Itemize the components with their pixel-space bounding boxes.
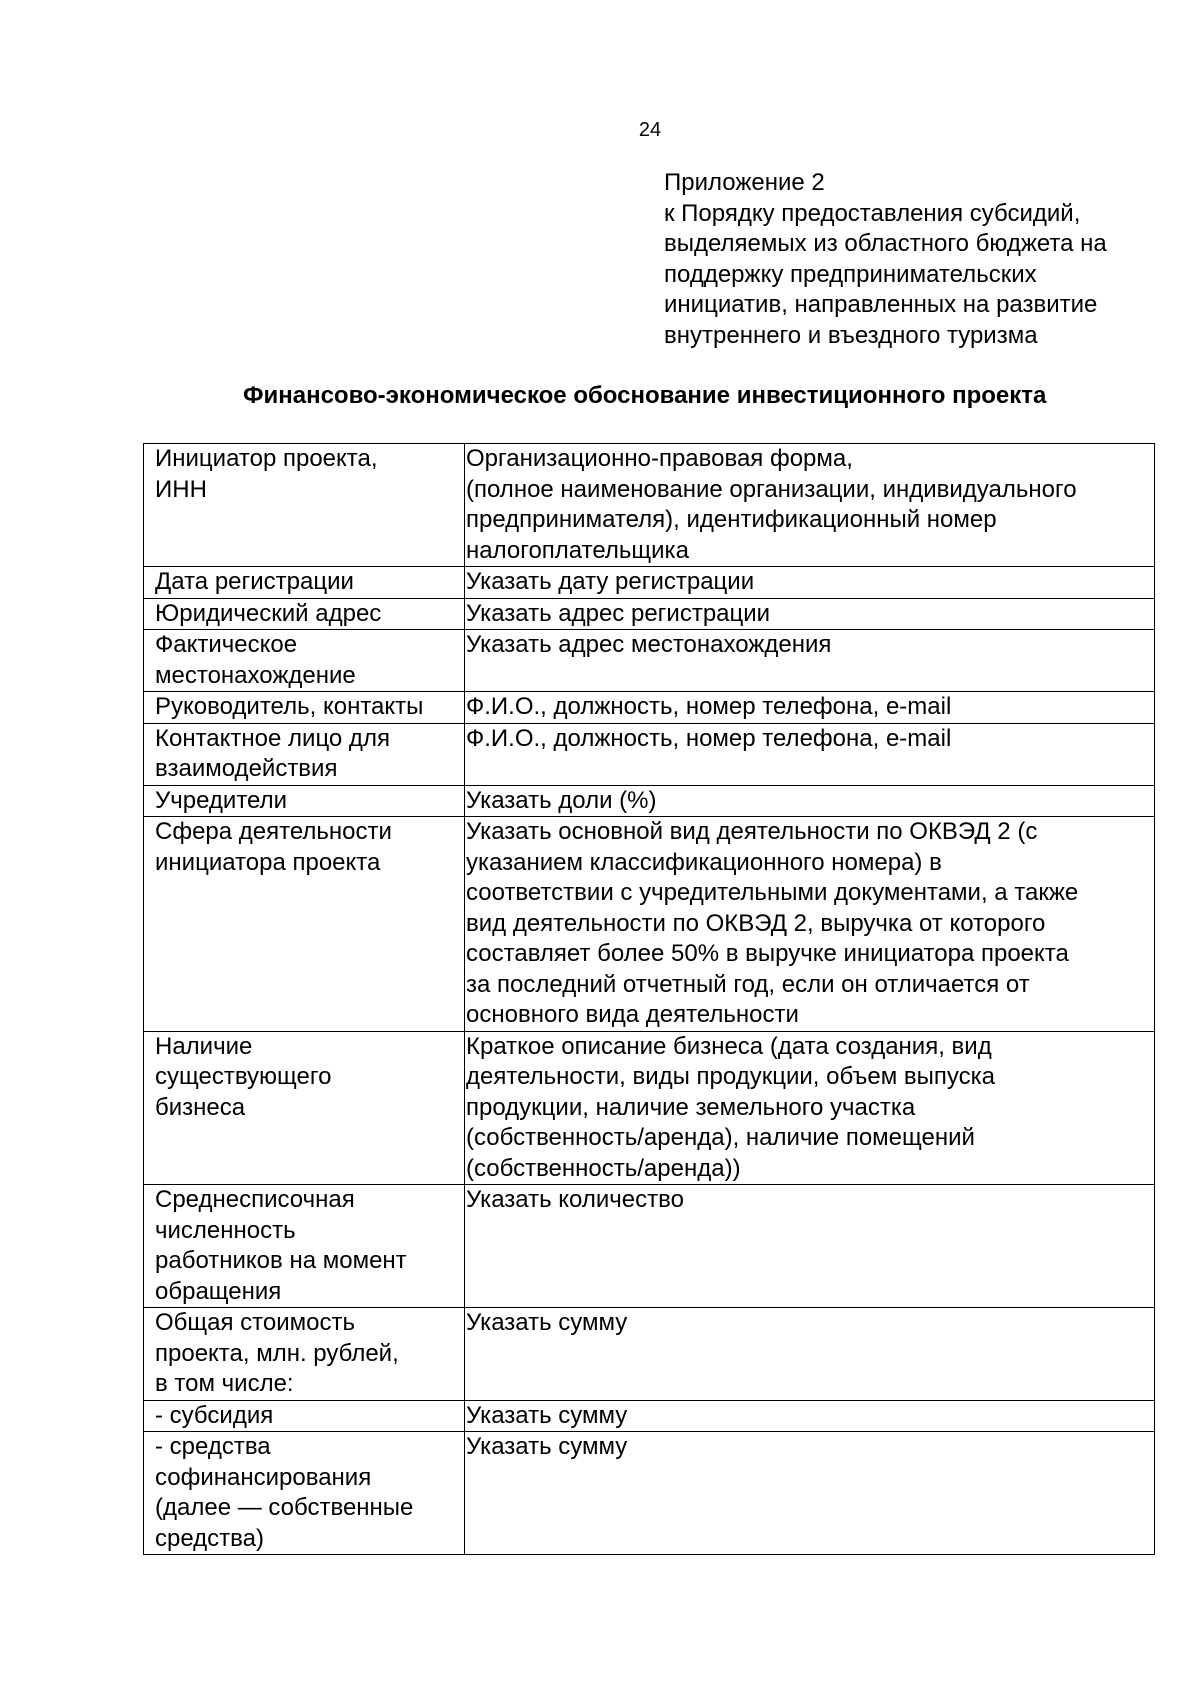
label-line: - субсидия [155, 1401, 274, 1429]
appendix-line: инициатив, направленных на развитие [664, 291, 1098, 318]
table-row [144, 785, 1155, 817]
document-title: Финансово-экономическое обоснование инвестиционного проекта [243, 382, 1047, 409]
label-line: средства) [155, 1524, 264, 1552]
row-label-cell [144, 817, 465, 1032]
value-line: Указать основной вид деятельности по ОКВЭД 2 (с [466, 818, 1038, 845]
row-value-cell [465, 1308, 1155, 1401]
value-line: вид деятельности по ОКВЭД 2, выручка от которого [466, 909, 1046, 937]
label-line: численность [155, 1216, 296, 1244]
value-line: Указать сумму [466, 1401, 628, 1429]
label-line: софинансирования [155, 1463, 372, 1491]
table-row [144, 1031, 1155, 1185]
value-line: соответствии с учредительными документами, а также [466, 879, 1079, 906]
row-value-cell [465, 1031, 1155, 1185]
label-line: взаимодействия [155, 755, 338, 782]
table-row [144, 692, 1155, 724]
table-row [144, 598, 1155, 630]
row-label-cell [144, 1432, 465, 1555]
value-line: предпринимателя), идентификационный номер [466, 506, 997, 533]
value-line: налогоплательщика [466, 536, 689, 564]
label-line: Наличие [155, 1032, 253, 1060]
table-row [144, 567, 1155, 599]
value-line: основного вида деятельности [466, 1001, 799, 1028]
table-row [144, 1400, 1155, 1432]
label-line: ИНН [155, 475, 207, 503]
value-line: Указать адрес регистрации [466, 599, 771, 627]
row-label-cell [144, 567, 465, 599]
label-line: Сфера деятельности [155, 818, 392, 845]
table-row [144, 1308, 1155, 1401]
value-line: деятельности, виды продукции, объем выпуска [466, 1063, 996, 1090]
value-line: Ф.И.О., должность, номер телефона, e-mail [466, 693, 952, 720]
value-line: Указать доли (%) [466, 786, 657, 814]
label-line: инициатора проекта [155, 848, 381, 876]
table-row [144, 723, 1155, 785]
value-line: за последний отчетный год, если он отличается от [466, 970, 1030, 998]
row-label-cell [144, 1308, 465, 1401]
row-label-cell [144, 444, 465, 567]
value-line: Указать сумму [466, 1309, 628, 1336]
label-line: Руководитель, контакты [155, 693, 424, 720]
label-line: существующего [155, 1063, 332, 1090]
row-value-cell [465, 817, 1155, 1032]
row-value-cell [465, 630, 1155, 692]
label-line: Общая стоимость [155, 1309, 355, 1336]
table-row [144, 444, 1155, 567]
row-value-cell [465, 785, 1155, 817]
row-value-cell [465, 598, 1155, 630]
row-value-cell [465, 692, 1155, 724]
row-label-cell [144, 1185, 465, 1308]
row-value-cell [465, 567, 1155, 599]
label-line: Дата регистрации [155, 568, 354, 595]
appendix-line: выделяемых из областного бюджета на [664, 230, 1107, 257]
label-line: (далее — собственные [155, 1494, 414, 1521]
appendix-line: Приложение 2 [664, 169, 825, 196]
label-line: обращения [155, 1277, 282, 1305]
row-value-cell [465, 444, 1155, 567]
row-value-cell [465, 723, 1155, 785]
value-line: (собственность/аренда), наличие помещений [466, 1124, 975, 1151]
row-label-cell [144, 1400, 465, 1432]
label-line: Инициатор проекта, [155, 445, 378, 472]
table-row [144, 817, 1155, 1032]
row-label-cell [144, 692, 465, 724]
label-line: Учредители [155, 786, 288, 814]
label-line: бизнеса [155, 1093, 246, 1121]
value-line: Указать сумму [466, 1433, 628, 1460]
value-line: Организационно-правовая форма, [466, 445, 853, 472]
row-label-cell [144, 1031, 465, 1185]
row-label-cell [144, 630, 465, 692]
value-line: Ф.И.О., должность, номер телефона, e-mail [466, 724, 952, 752]
table-row [144, 630, 1155, 692]
row-label-cell [144, 785, 465, 817]
label-line: в том числе: [155, 1370, 294, 1397]
label-line: местонахождение [155, 661, 356, 689]
label-line: Юридический адрес [155, 599, 382, 627]
value-line: Указать дату регистрации [466, 568, 755, 595]
value-line: указанием классификационного номера) в [466, 848, 942, 876]
value-line: продукции, наличие земельного участка [466, 1093, 916, 1121]
value-line: Указать адрес местонахождения [466, 631, 832, 658]
table-row [144, 1185, 1155, 1308]
table-row [144, 1432, 1155, 1555]
label-line: Контактное лицо для [155, 724, 390, 752]
row-value-cell [465, 1185, 1155, 1308]
label-line: работников на момент [155, 1247, 407, 1274]
row-label-cell [144, 598, 465, 630]
value-line: Указать количество [466, 1186, 684, 1213]
page-number: 24 [638, 119, 662, 141]
label-line: - средства [155, 1433, 271, 1460]
project-info-table [143, 443, 1155, 1555]
row-value-cell [465, 1432, 1155, 1555]
row-label-cell [144, 723, 465, 785]
label-line: Фактическое [155, 631, 298, 658]
appendix-line: внутреннего и въездного туризма [664, 321, 1038, 349]
label-line: Среднесписочная [155, 1186, 355, 1213]
appendix-line: к Порядку предоставления субсидий, [664, 199, 1081, 227]
value-line: составляет более 50% в выручке инициатора проекта [466, 940, 1069, 967]
row-value-cell [465, 1400, 1155, 1432]
appendix-line: поддержку предпринимательских [664, 260, 1037, 288]
value-line: Краткое описание бизнеса (дата создания, вид [466, 1032, 992, 1060]
appendix-block [664, 168, 1164, 351]
label-line: проекта, млн. рублей, [155, 1339, 399, 1367]
value-line: (полное наименование организации, индивидуального [466, 475, 1077, 503]
value-line: (собственность/аренда)) [466, 1154, 741, 1182]
